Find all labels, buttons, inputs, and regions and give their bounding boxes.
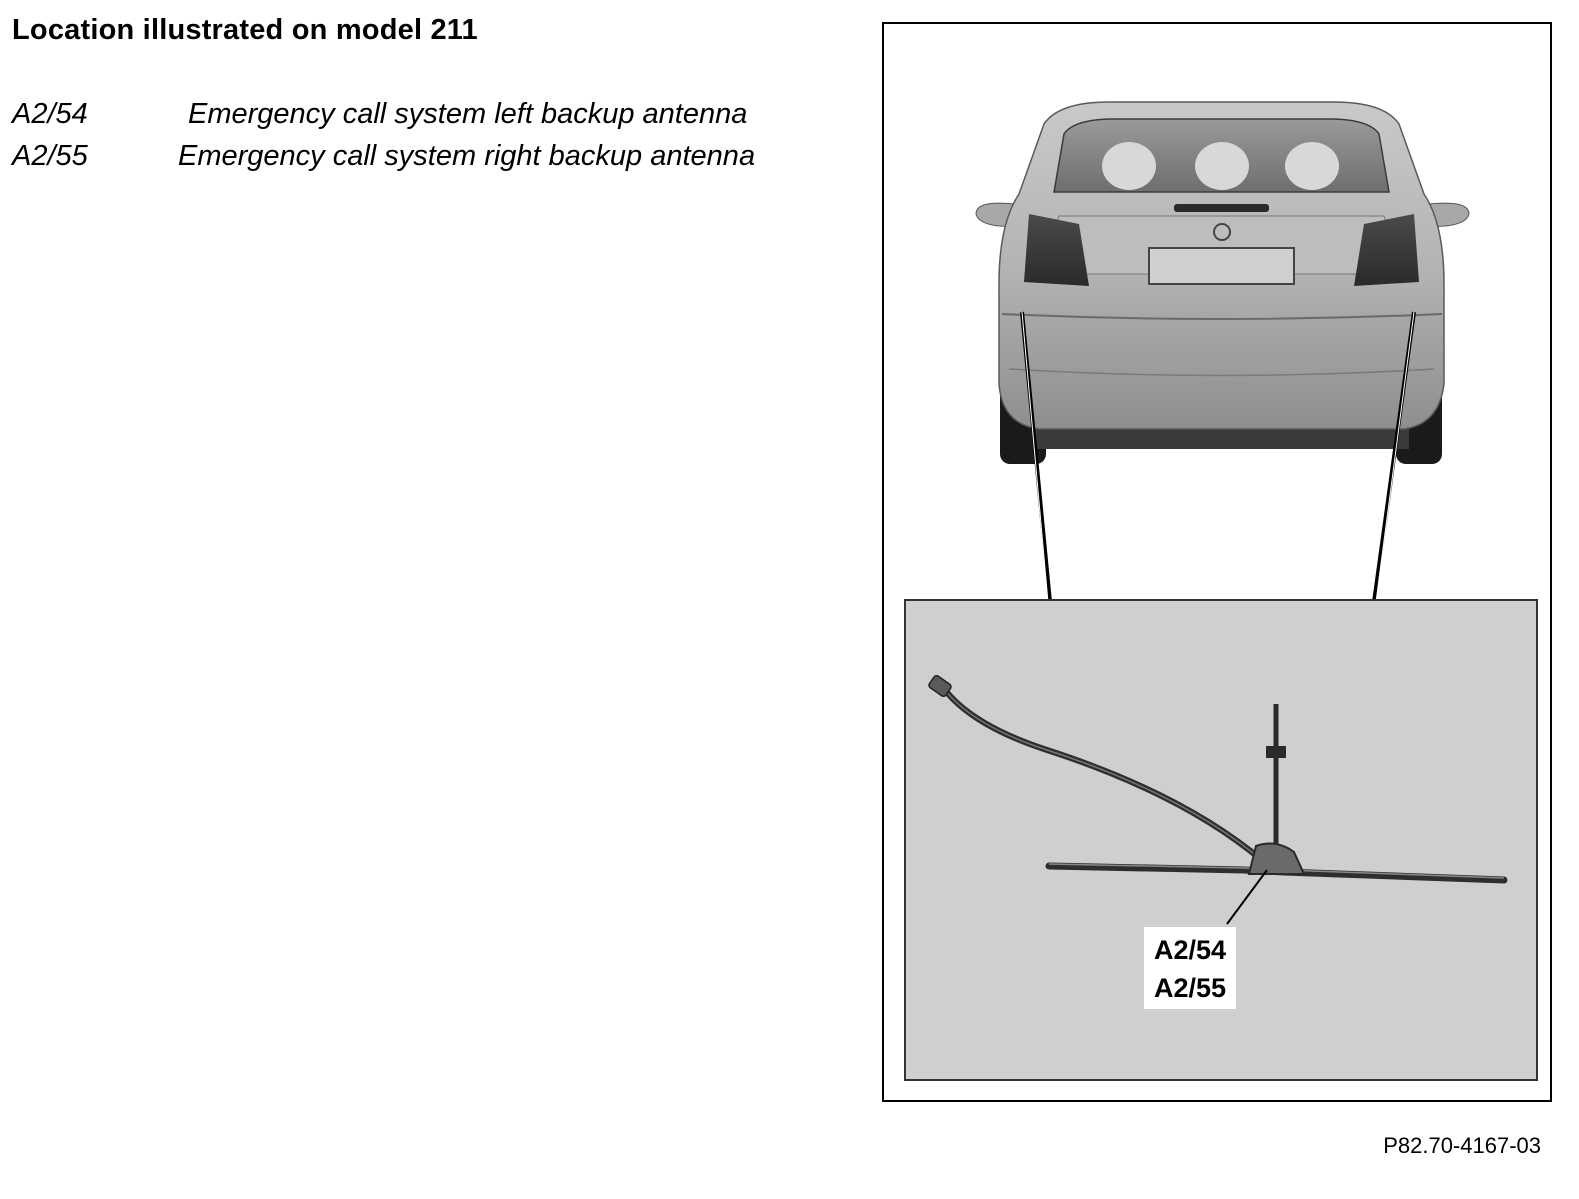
license-plate bbox=[1149, 248, 1294, 284]
page-title: Location illustrated on model 211 bbox=[12, 14, 478, 46]
legend-code: A2/55 bbox=[12, 140, 88, 172]
detail-inset bbox=[905, 600, 1537, 1080]
headrest-left bbox=[1102, 142, 1156, 190]
legend-description: Emergency call system right backup antenna bbox=[178, 140, 756, 172]
callout-label-a2-54: A2/54 bbox=[1153, 935, 1227, 965]
location-illustration bbox=[884, 24, 1550, 1100]
legend-code: A2/54 bbox=[12, 98, 88, 130]
brake-light bbox=[1174, 204, 1269, 212]
figure-id: P82.70-4167-03 bbox=[1383, 1133, 1541, 1158]
car-rear-view bbox=[976, 102, 1469, 464]
figure-frame bbox=[882, 22, 1552, 1102]
headrest-center bbox=[1195, 142, 1249, 190]
antenna-clip bbox=[1266, 746, 1286, 758]
legend-item-a2-54 bbox=[12, 98, 747, 131]
headrest-right bbox=[1285, 142, 1339, 190]
legend-item-a2-55 bbox=[12, 140, 755, 173]
legend-description: Emergency call system left backup antenna bbox=[188, 98, 748, 130]
callout-label-a2-55: A2/55 bbox=[1153, 973, 1227, 1003]
